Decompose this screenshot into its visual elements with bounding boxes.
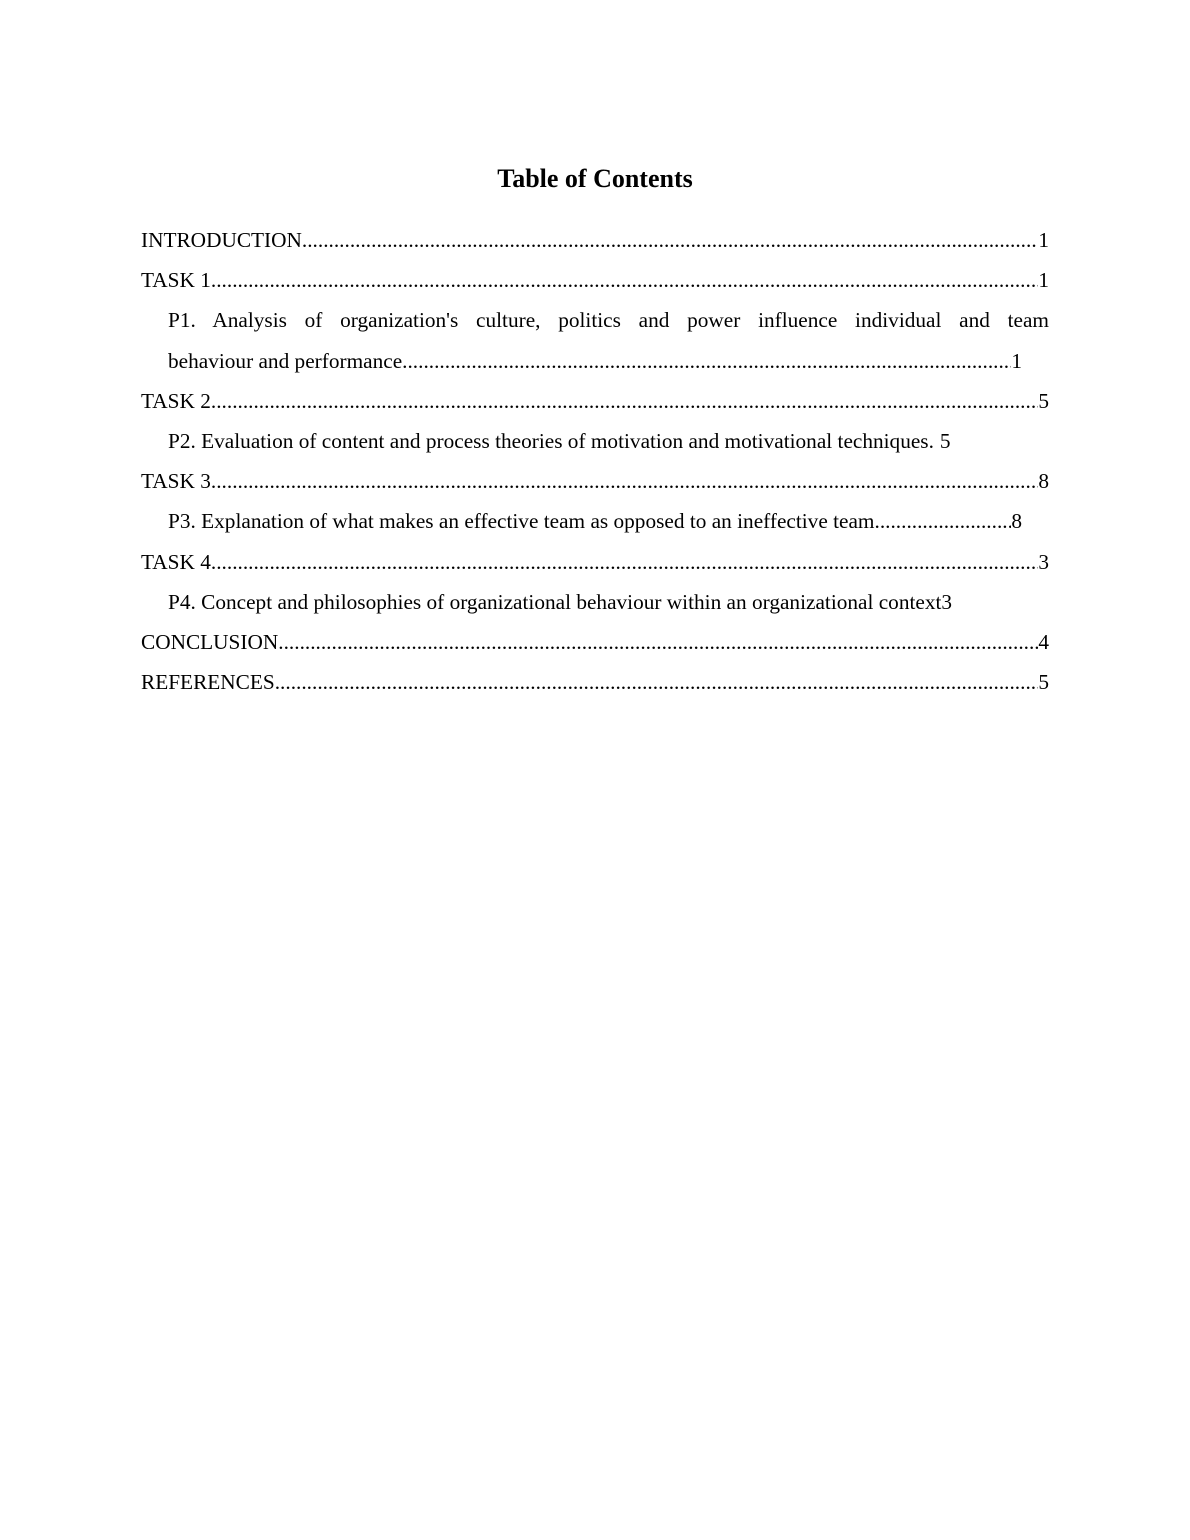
toc-page-number: 8 [1011,509,1022,534]
toc-page-number: 5 [1038,388,1049,413]
toc-entry-label-line1: P1. Analysis of organization's culture, politics and power influence individual and team [168,308,1049,333]
toc-entry-label-line2: behaviour and performance [168,348,403,373]
toc-page-number: 4 [1038,630,1049,655]
toc-entry-label: P3. Explanation of what makes an effective team as opposed to an ineffective team [168,509,875,534]
toc-entry-label: P4. Concept and philosophies of organizational behaviour within an organizational context [168,589,942,614]
toc-page-number: 8 [1038,469,1049,494]
toc-title: Table of Contents [497,164,693,193]
toc-entry-label: TASK 2 [141,388,211,413]
toc-entry-task-2[interactable] [141,381,1049,421]
dot-leader [211,260,1038,300]
toc-entry-label: TASK 3 [141,469,211,494]
toc-entry-conclusion[interactable] [141,622,1049,662]
toc-entry-label: P2. Evaluation of content and process theories of motivation and motivational techniques. [168,429,934,454]
toc-page-number: 1 [1011,348,1022,373]
toc-entry-task-4[interactable] [141,542,1049,582]
toc-entry-label: INTRODUCTION [141,228,302,252]
toc-entry-references[interactable] [141,662,1049,702]
dot-leader [275,662,1039,702]
toc-entry-label: CONCLUSION [141,630,279,655]
dot-leader [875,501,1012,541]
toc-entry-task-1[interactable] [141,260,1049,300]
toc-page-number: 1 [1038,228,1049,252]
toc-entry-p4[interactable] [141,582,1049,622]
dot-leader [211,542,1038,582]
dot-leader [278,622,1038,662]
toc-entry-label: TASK 1 [141,268,211,293]
toc-entry-p3[interactable] [141,501,1049,541]
dot-leader [302,220,1038,260]
toc-entry-label: REFERENCES [141,670,275,695]
toc-entry-label: TASK 4 [141,549,211,574]
dot-leader [402,341,1011,381]
toc-page-number: 5 [939,429,951,454]
toc-entry-p1[interactable] [141,300,1049,380]
toc-entry-introduction[interactable] [141,220,1049,260]
toc-page-number: 3 [1038,549,1049,574]
toc-list [141,220,1049,702]
toc-entry-task-3[interactable] [141,461,1049,501]
toc-entry-p2[interactable] [141,421,1049,461]
toc-page-number: 5 [1038,670,1049,695]
dot-leader [211,381,1038,421]
dot-leader [211,461,1038,501]
toc-page-number: 3 [941,589,953,614]
toc-page-number: 1 [1038,268,1049,293]
